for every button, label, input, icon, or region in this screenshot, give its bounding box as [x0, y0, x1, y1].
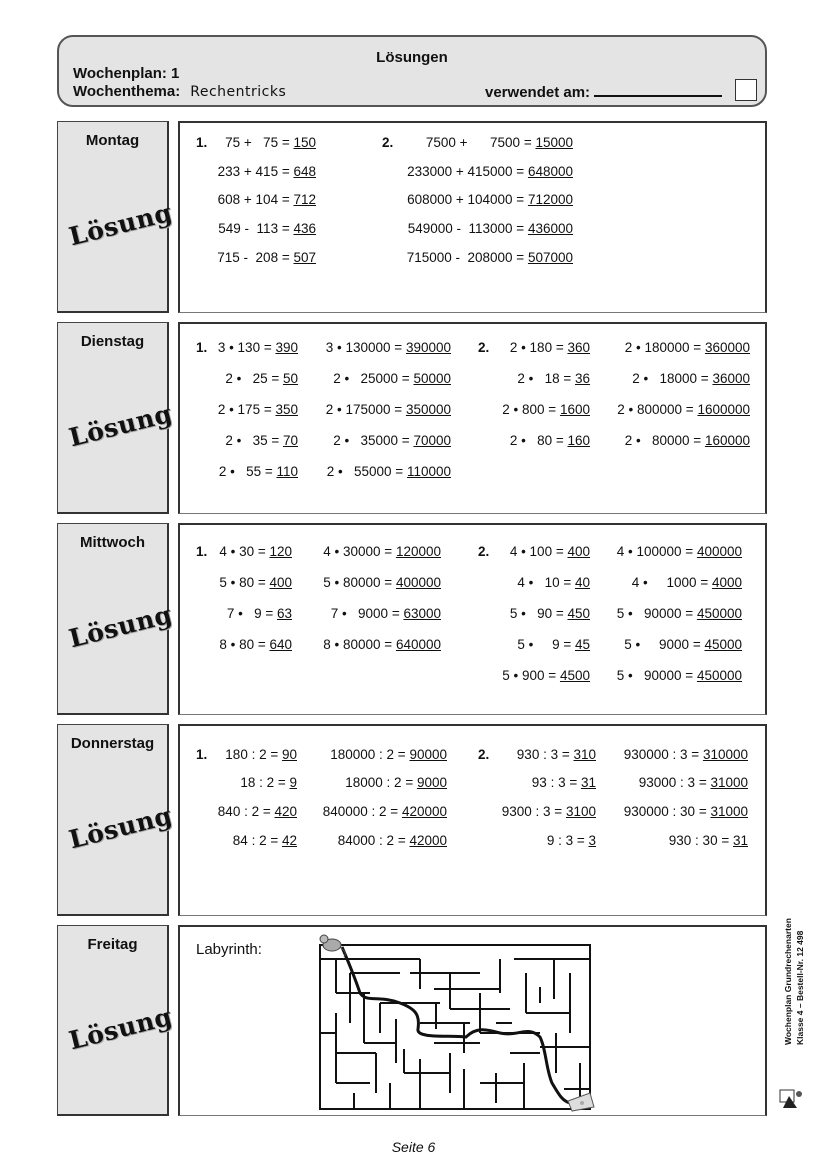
answer: 9000 — [416, 775, 447, 790]
equation — [225, 747, 297, 762]
equation — [407, 192, 573, 207]
equation-term: 549 - 113 = — [218, 221, 294, 236]
loesung-stamp: Lösung — [66, 800, 176, 855]
equation — [233, 833, 297, 848]
task-number: 1. — [196, 340, 208, 355]
answer: 3 — [588, 833, 596, 848]
equation-term: 2 • 800 = — [502, 402, 560, 417]
equation-term: 840 : 2 = — [217, 804, 275, 819]
equation — [219, 464, 298, 479]
equation-term: 93000 : 3 = — [638, 775, 711, 790]
equation — [617, 402, 750, 417]
equation — [218, 221, 316, 236]
equation-term: 5 • 90000 = — [616, 668, 697, 683]
equation-term: 7500 + 7500 = — [425, 135, 536, 150]
equation — [219, 575, 292, 590]
equation — [517, 637, 590, 652]
answer: 31000 — [710, 804, 748, 819]
equation — [218, 192, 316, 207]
equation-term: 608 + 104 = — [217, 192, 294, 207]
equation — [624, 804, 748, 819]
theme-label: Wochenthema: — [73, 83, 181, 100]
equation — [218, 804, 297, 819]
answer: 4000 — [711, 575, 742, 590]
answer: 400000 — [696, 544, 742, 559]
panel-donnerstag — [178, 724, 767, 916]
used-label: verwendet am: — [485, 84, 591, 101]
answer: 436 — [293, 221, 316, 236]
equation — [217, 250, 316, 265]
equation-term: 5 • 900 = — [502, 668, 560, 683]
equation-term: 7 • 9000 = — [330, 606, 404, 621]
theme-value: Rechentricks — [190, 84, 287, 100]
panel-montag — [178, 121, 767, 313]
answer: 160000 — [704, 433, 750, 448]
equation — [510, 340, 590, 355]
equation-term: 233000 + 415000 = — [407, 164, 528, 179]
page-title: Lösungen — [376, 49, 448, 66]
day-freitag — [57, 925, 176, 1116]
equation-term: 930000 : 3 = — [623, 747, 703, 762]
series-line: Wochenplan Grundrechenarten — [783, 918, 793, 1045]
equation-term: 93 : 3 = — [531, 775, 581, 790]
loesung-stamp: Lösung — [66, 398, 176, 453]
equation-term: 2 • 80000 = — [624, 433, 705, 448]
equation-term: 18000 : 2 = — [345, 775, 417, 790]
answer: 712 — [293, 192, 316, 207]
equation — [532, 775, 596, 790]
answer: 70 — [282, 433, 298, 448]
answer: 45000 — [704, 637, 742, 652]
answer: 1600 — [559, 402, 590, 417]
equation — [218, 402, 298, 417]
answer: 110 — [276, 464, 298, 479]
answer: 31 — [580, 775, 596, 790]
answer: 648000 — [527, 164, 573, 179]
equation — [326, 402, 451, 417]
equation-term: 8 • 80 = — [219, 637, 270, 652]
answer: 150 — [293, 135, 316, 150]
task-number: 1. — [196, 135, 208, 150]
equation-term: 608000 + 104000 = — [407, 192, 528, 207]
equation — [510, 606, 590, 621]
date-line[interactable] — [594, 83, 722, 97]
equation — [632, 575, 742, 590]
equation-term: 9 : 3 = — [546, 833, 589, 848]
equation-term: 715 - 208 = — [217, 250, 294, 265]
theme-row — [73, 83, 286, 100]
equation-term: 2 • 18 = — [517, 371, 575, 386]
equation-term: 5 • 80 = — [219, 575, 270, 590]
equation — [617, 544, 742, 559]
answer: 31 — [732, 833, 748, 848]
task-number: 2. — [478, 340, 490, 355]
equation-term: 2 • 175 = — [217, 402, 276, 417]
equation — [547, 833, 596, 848]
answer: 120 — [269, 544, 292, 559]
answer: 110000 — [406, 464, 451, 479]
used-row — [485, 83, 722, 101]
equation-term: 4 • 30000 = — [323, 544, 396, 559]
answer: 360 — [567, 340, 590, 355]
equation — [331, 606, 441, 621]
answer: 640 — [269, 637, 292, 652]
equation — [510, 544, 590, 559]
answer: 90 — [281, 747, 297, 762]
answer: 390000 — [405, 340, 451, 355]
equation — [323, 804, 447, 819]
answer: 360000 — [704, 340, 750, 355]
publisher-logo — [779, 1088, 803, 1110]
equation — [323, 544, 441, 559]
loesung-stamp: Lösung — [66, 1001, 176, 1056]
equation — [407, 164, 573, 179]
answer: 36 — [574, 371, 590, 386]
day-label-donnerstag: Donnerstag — [70, 735, 155, 752]
answer: 45 — [574, 637, 590, 652]
answer: 63000 — [403, 606, 441, 621]
order-line: Klasse 4 – Bestell-Nr. 12 498 — [795, 930, 805, 1045]
equation — [219, 637, 292, 652]
equation — [225, 371, 298, 386]
equation-term: 2 • 25000 = — [333, 371, 414, 386]
equation — [502, 668, 590, 683]
equation-term: 18 : 2 = — [240, 775, 290, 790]
answer: 400 — [269, 575, 292, 590]
loesung-stamp: Lösung — [66, 599, 176, 654]
answer: 400000 — [395, 575, 441, 590]
answer: 712000 — [527, 192, 573, 207]
day-mittwoch — [57, 523, 176, 715]
equation-term: 9300 : 3 = — [501, 804, 566, 819]
answer: 640000 — [395, 637, 441, 652]
equation — [330, 747, 447, 762]
equation — [624, 637, 742, 652]
equation — [345, 775, 447, 790]
equation-term: 5 • 9000 = — [624, 637, 705, 652]
equation-term: 2 • 175000 = — [325, 402, 406, 417]
equation-term: 5 • 80000 = — [323, 575, 396, 590]
answer: 9 — [289, 775, 297, 790]
worksheet-header — [57, 35, 767, 107]
answer: 648 — [293, 164, 316, 179]
equation — [323, 637, 441, 652]
day-montag — [57, 121, 176, 313]
labyrinth-maze — [300, 933, 600, 1115]
equation — [408, 221, 573, 236]
equation — [625, 433, 750, 448]
equation — [218, 340, 298, 355]
equation-term: 4 • 1000 = — [631, 575, 712, 590]
equation-term: 2 • 800000 = — [617, 402, 698, 417]
answer: 42000 — [409, 833, 447, 848]
equation-term: 4 • 100000 = — [616, 544, 697, 559]
day-label-mittwoch: Mittwoch — [80, 534, 145, 551]
equation-term: 84000 : 2 = — [337, 833, 410, 848]
panel-freitag — [178, 925, 767, 1116]
equation — [219, 544, 292, 559]
equation-term: 2 • 180000 = — [624, 340, 705, 355]
equation — [632, 371, 750, 386]
equation — [617, 606, 742, 621]
equation — [502, 804, 596, 819]
answer: 310000 — [702, 747, 748, 762]
equation-term: 3 • 130000 = — [325, 340, 406, 355]
equation-term: 180000 : 2 = — [330, 747, 410, 762]
equation — [669, 833, 748, 848]
answer: 42 — [281, 833, 297, 848]
answer: 15000 — [535, 135, 573, 150]
equation-term: 2 • 18000 = — [632, 371, 713, 386]
answer: 400 — [567, 544, 590, 559]
equation — [407, 250, 573, 265]
equation-term: 233 + 415 = — [217, 164, 294, 179]
equation-term: 2 • 80 = — [509, 433, 568, 448]
equation-term: 2 • 35000 = — [333, 433, 414, 448]
equation — [326, 340, 451, 355]
task-number: 2. — [478, 747, 490, 762]
done-checkbox[interactable] — [735, 79, 757, 101]
answer: 4500 — [559, 668, 590, 683]
answer: 450000 — [696, 668, 742, 683]
answer: 50000 — [413, 371, 451, 386]
equation-term: 2 • 55 = — [218, 464, 277, 479]
equation — [333, 371, 451, 386]
equation — [517, 575, 590, 590]
answer: 31000 — [710, 775, 748, 790]
equation-term: 2 • 55000 = — [326, 464, 407, 479]
day-label-freitag: Freitag — [87, 936, 138, 953]
equation-term: 180 : 2 = — [225, 747, 282, 762]
equation — [225, 433, 298, 448]
answer: 63 — [276, 606, 292, 621]
equation — [502, 402, 590, 417]
equation-term: 930 : 3 = — [516, 747, 574, 762]
answer: 120000 — [395, 544, 441, 559]
equation — [617, 668, 742, 683]
labyrinth-label: Labyrinth: — [196, 941, 262, 958]
answer: 507 — [293, 250, 316, 265]
equation-term: 549000 - 113000 = — [407, 221, 528, 236]
equation-term: 8 • 80000 = — [323, 637, 396, 652]
equation-term: 4 • 100 = — [509, 544, 568, 559]
panel-dienstag — [178, 322, 767, 514]
answer: 40 — [574, 575, 590, 590]
equation — [517, 747, 596, 762]
day-label-montag: Montag — [85, 132, 140, 149]
answer: 310 — [573, 747, 596, 762]
answer: 390 — [275, 340, 298, 355]
equation-term: 7 • 9 = — [226, 606, 277, 621]
answer: 350 — [275, 402, 298, 417]
equation — [327, 464, 451, 479]
page-footer: Seite 6 — [391, 1139, 436, 1155]
equation-term: 2 • 180 = — [509, 340, 568, 355]
day-donnerstag — [57, 724, 176, 916]
equation-term: 84 : 2 = — [232, 833, 282, 848]
equation-term: 5 • 9 = — [517, 637, 575, 652]
equation-term: 3 • 130 = — [217, 340, 276, 355]
task-number: 1. — [196, 544, 208, 559]
answer: 3100 — [565, 804, 596, 819]
answer: 70000 — [413, 433, 451, 448]
equation — [333, 433, 451, 448]
equation — [624, 747, 748, 762]
task-number: 2. — [382, 135, 394, 150]
answer: 50 — [282, 371, 298, 386]
equation — [510, 433, 590, 448]
answer: 36000 — [712, 371, 750, 386]
equation — [517, 371, 590, 386]
answer: 420000 — [401, 804, 447, 819]
answer: 160 — [567, 433, 590, 448]
answer: 350000 — [405, 402, 451, 417]
equation-term: 840000 : 2 = — [322, 804, 402, 819]
answer: 436000 — [527, 221, 573, 236]
equation — [338, 833, 447, 848]
equation — [227, 606, 292, 621]
equation-term: 930000 : 30 = — [623, 804, 711, 819]
answer: 1600000 — [697, 402, 750, 417]
equation-term: 75 + 75 = — [225, 135, 294, 150]
day-dienstag — [57, 322, 176, 514]
plan-label: Wochenplan: 1 — [73, 65, 180, 82]
answer: 450000 — [696, 606, 742, 621]
equation-term: 715000 - 208000 = — [406, 250, 528, 265]
publisher-note — [781, 895, 811, 1045]
equation — [625, 340, 750, 355]
day-label-dienstag: Dienstag — [80, 333, 145, 350]
answer: 90000 — [409, 747, 447, 762]
equation — [218, 164, 316, 179]
panel-mittwoch — [178, 523, 767, 715]
maze-walls — [320, 945, 590, 1109]
task-number: 1. — [196, 747, 208, 762]
equation-term: 4 • 30 = — [219, 544, 270, 559]
equation-term: 930 : 30 = — [668, 833, 733, 848]
answer: 420 — [274, 804, 297, 819]
equation-term: 2 • 25 = — [225, 371, 283, 386]
equation — [225, 135, 316, 150]
equation — [639, 775, 748, 790]
equation-term: 5 • 90000 = — [616, 606, 697, 621]
answer: 507000 — [527, 250, 573, 265]
equation — [240, 775, 297, 790]
task-number: 2. — [478, 544, 490, 559]
equation — [426, 135, 573, 150]
loesung-stamp: Lösung — [66, 197, 176, 252]
equation — [323, 575, 441, 590]
equation-term: 5 • 90 = — [509, 606, 568, 621]
equation-term: 2 • 35 = — [225, 433, 283, 448]
equation-term: 4 • 10 = — [517, 575, 575, 590]
answer: 450 — [567, 606, 590, 621]
